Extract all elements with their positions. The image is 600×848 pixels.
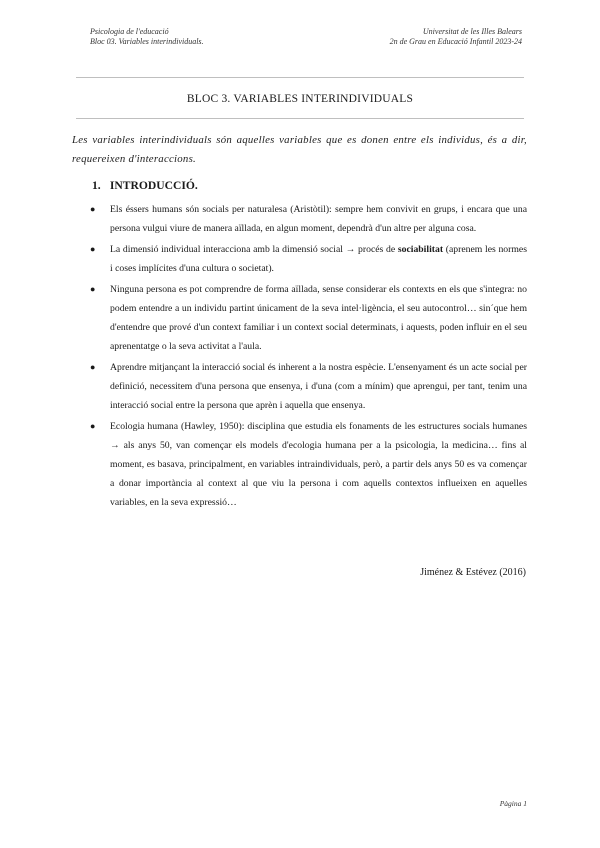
- header-block: Bloc 03. Variables interindividuals.: [90, 37, 204, 46]
- bullet-marker: ●: [90, 421, 96, 431]
- header-right: [390, 27, 522, 47]
- bullet-item-1: [90, 200, 527, 238]
- section-heading: [92, 179, 198, 192]
- bullet-marker: ●: [90, 204, 96, 214]
- bullet-text: Ecologia humana (Hawley, 1950): disciplina que estudia els fonaments de les estructures socials humanes → als anys 50, van començar els models d'ecologia humana per a la psicologia, la medicina… fins al moment, es basava, principalment, en variables intraindividuals, però, a partir dels anys 50 es va començar a donar importància al context al que viu la persona i com aquells contextos influeixen en aquelles variables, en la seva expressió…: [110, 421, 527, 508]
- bullet-item-2: [90, 240, 527, 278]
- document-title: BLOC 3. VARIABLES INTERINDIVIDUALS: [186, 93, 414, 105]
- header-university: Universitat de les Illes Balears: [422, 27, 522, 36]
- page-number: Pàgina 1: [499, 799, 527, 808]
- section-title: INTRODUCCIÓ.: [109, 179, 198, 192]
- bullet-marker: ●: [90, 362, 96, 372]
- bullet-item-3: [90, 280, 527, 356]
- bullet-marker: ●: [90, 244, 96, 254]
- bullet-text: Ninguna persona es pot comprendre de forma aïllada, sense considerar els contexts en els que s'integra: no podem entendre a un individu partint únicament de la seva intel·ligència, el seu autocontrol… sin´que hem d'entendre que prové d'un context familiar i un context social determinats, i aquests, poden influir en el seu aprenentatge o la seva activitat a l'aula.: [110, 284, 527, 352]
- header-course: Psicologia de l'educació: [90, 27, 169, 36]
- bullet-text: Aprendre mitjançant la interacció social és inherent a la nostra espècie. L'ensenyament és un acte social per definició, necessitem d'una persona que ensenya, i d'una (com a mínim) que aprengui, per tant, tenim una interacció social entre la persona que aprèn i aquella que ensenya.: [110, 362, 527, 411]
- header-rule: [76, 77, 524, 78]
- bullet-item-4: [90, 358, 527, 415]
- bullet-text-cont: (aprenem les normes i coses implícites d'una cultura o societat).: [110, 244, 527, 274]
- section-number: 1.: [92, 179, 101, 192]
- citation: Jiménez & Estévez (2016): [420, 567, 526, 578]
- bullet-marker: ●: [90, 284, 96, 294]
- header-degree: 2n de Grau en Educació Infantil 2023-24: [389, 37, 522, 46]
- bullet-text: La dimensió individual interacciona amb la dimensió social → procés de: [110, 244, 398, 255]
- title-rule: [76, 118, 524, 119]
- intro-paragraph: Les variables interindividuals són aquelles variables que es donen entre els individus, és a dir, requereixen d'interaccions.: [72, 134, 527, 165]
- bullet-text: Els éssers humans són socials per naturalesa (Aristòtil): sempre hem convivit en grups, i encara que una persona vulgui viure de manera aïllada, en algun moment, dependrà d'un altre per alguna cosa.: [110, 204, 527, 234]
- sociabilitat-term: sociabilitat: [397, 244, 444, 255]
- header-left: [90, 27, 204, 47]
- bullet-item-5: [90, 417, 527, 512]
- bullet-list: [0, 200, 600, 514]
